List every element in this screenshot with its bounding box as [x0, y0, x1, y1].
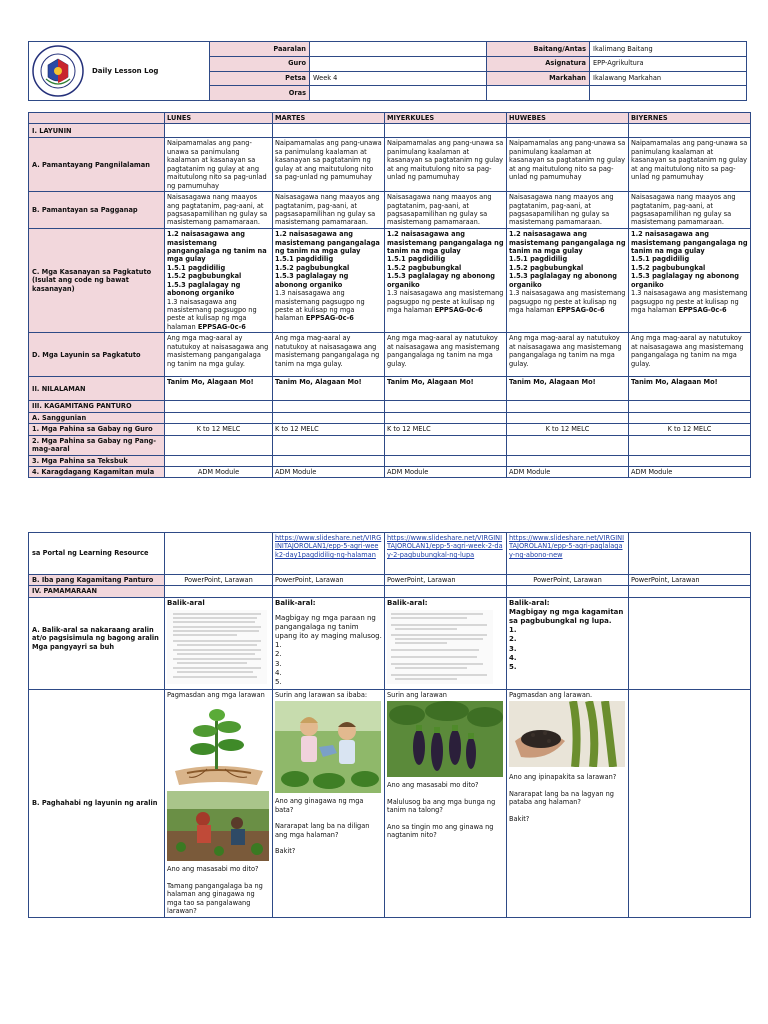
cell-text: 1.3 naisasagawa ang masistemang pagsugpo ng peste at kulisap ng mga halaman EPPSAG-0c-6 — [387, 289, 504, 314]
cell-text: K to 12 MELC — [507, 424, 629, 435]
cell-text: 1.5.3 paglalagay ng abonong organiko — [631, 272, 739, 289]
question-text: Bakit? — [275, 847, 296, 856]
field-value — [310, 86, 487, 101]
cell-text: 1.5.1 pagdidilig — [275, 255, 334, 264]
kasanayan-cell — [273, 229, 385, 333]
row-label-teksbuk: 3. Mga Pahina sa Teksbuk — [29, 455, 165, 466]
cell-text: PowerPoint, Larawan — [273, 575, 385, 586]
field-value — [310, 42, 487, 57]
children-watering-image — [275, 701, 381, 793]
list-item: 5. — [275, 678, 282, 687]
row-label-karagdagang: 4. Karagdagang Kagamitan mula — [29, 466, 165, 477]
kasanayan-cell — [385, 229, 507, 333]
cell-text: 1.5.3 paglalagay ng abonong organiko — [509, 272, 617, 289]
cell-text: Ang mga mag-aaral ay natutukoy at naisasagawa ang masistemang pangangalaga ng tanim na mga gulay. — [507, 333, 629, 377]
cell-text: 1.2 naisasagawa ang masistemang pangangalaga ng tanim na mga gulay — [167, 230, 267, 264]
field-label — [487, 86, 590, 101]
question-text: Ano ang masasabi mo dito? — [387, 781, 479, 790]
logo-cell — [29, 42, 210, 101]
list-item: 1. — [509, 625, 517, 634]
cell-text: Naisasagawa nang maayos ang pagtatanim, pag-aani, at pagsasapamilihan ng gulay sa masistemang pamamaraan. — [507, 192, 629, 229]
cell-text: K to 12 MELC — [629, 424, 751, 435]
cell-text: 1.5.1 pagdidilig — [387, 255, 446, 264]
row-label-gabay-mag-aaral: 2. Mga Pahina sa Gabay ng Pang-mag-aaral — [29, 435, 165, 455]
cell-text: 1.5.3 paglalagay ng abonong organiko — [167, 280, 241, 298]
cell-text: 1.2 naisasagawa ang masistemang pangangalaga ng tanim na mga gulay — [275, 230, 380, 255]
paghahabi-cell — [165, 689, 273, 917]
field-value — [310, 56, 487, 71]
cell-text: K to 12 MELC — [385, 424, 507, 435]
paghahabi-cell — [273, 689, 385, 917]
cell-title: Balik-aral — [167, 598, 205, 607]
field-label: Markahan — [487, 71, 590, 86]
section-nilalaman: II. NILALAMAN — [29, 377, 165, 401]
cell-text: ADM Module — [385, 466, 507, 477]
day-header: MARTES — [273, 113, 385, 124]
cell-text: ADM Module — [629, 466, 751, 477]
cell-text: 1.5.2 pagbubungkal — [387, 263, 462, 272]
question-text: Tamang pangangalaga ba ng halaman ang ginagawa ng mga tao sa pangalawang larawan? — [167, 881, 263, 916]
question-text: Ano ang masasabi mo dito? — [167, 865, 259, 874]
farmers-field-image — [167, 791, 269, 861]
list-item: 2. — [509, 635, 517, 644]
slideshare-link-day3[interactable]: https://www.slideshare.net/VIRGINITAJOROLAN1/epp-5-agri-week-2-day-2-pagbubungkal-ng-lupa — [387, 534, 503, 559]
row-label-balik-aral: A. Balik-aral sa nakaraang aralin at/o pagsisimula ng bagong aralin Mga pangyayri sa buh — [29, 597, 165, 689]
field-label: Petsa — [210, 71, 310, 86]
cell-text: 1.5.2 pagbubungkal — [631, 263, 706, 272]
field-label: Paaralan — [210, 42, 310, 57]
balik-aral-cell — [273, 597, 385, 689]
section-layunin: I. LAYUNIN — [29, 124, 165, 138]
cell-text: Naipamamalas ang pang-unawa sa panimulang kaalaman at kasanayan sa pagtatanim ng gulay at ang maitutulong nito sa pag-unlad ng pamumuhay — [385, 138, 507, 192]
cell-text: Tanim Mo, Alagaan Mo! — [385, 377, 507, 401]
cell-text: 1.5.2 pagbubungkal — [275, 263, 350, 272]
section-pamamaraan: IV. PAMAMARAAN — [29, 586, 165, 597]
balik-aral-cell — [507, 597, 629, 689]
cell-text: 1.5.3 paglalagay ng abonong organiko — [387, 272, 495, 289]
list-item: 3. — [275, 659, 282, 668]
cell-text: PowerPoint, Larawan — [385, 575, 507, 586]
deped-seal-icon — [32, 45, 84, 97]
field-value — [590, 86, 747, 101]
cell-text: Ang mga mag-aaral ay natutukoy at naisasagawa ang masistemang pangangalaga ng tanim na mga gulay. — [385, 333, 507, 377]
question-text: Nararapat lang ba na lagyan ng pataba ang halaman? — [509, 789, 614, 807]
cell-text: Ang mga mag-aaral ay natutukoy at naisasagawa ang masistemang pangangalaga ng tanim na mga gulay. — [629, 333, 751, 377]
day-header: BIYERNES — [629, 113, 751, 124]
balik-aral-cell — [385, 597, 507, 689]
cell-title: Balik-aral: — [509, 598, 550, 607]
cell-text: Tanim Mo, Alagaan Mo! — [629, 377, 751, 401]
question-text: Ano ang ginagawa ng mga bata? — [275, 797, 364, 814]
cell-text: Naipamamalas ang pang-unawa sa panimulang kaalaman at kasanayan sa pagtatanim ng gulay at ang maitutulong nito sa pag-unlad ng pamumuhay — [629, 138, 751, 192]
field-value: Ikalawang Markahan — [590, 71, 747, 86]
plant-in-hand-image — [167, 701, 269, 789]
list-item: 4. — [509, 654, 517, 663]
cell-text: Surin ang larawan — [387, 690, 447, 699]
question-text: Malulusog ba ang mga bunga ng tanim na talong? — [387, 797, 496, 815]
document-title: Daily Lesson Log — [92, 66, 159, 75]
field-label: Baitang/Antas — [487, 42, 590, 57]
row-label-sanggunian: A. Sanggunian — [29, 412, 165, 423]
paghahabi-cell — [507, 689, 629, 917]
day-header: HUWEBES — [507, 113, 629, 124]
slideshare-link-day2[interactable]: https://www.slideshare.net/VIRGINITAJOROLAN1/epp-5-agri-week2-day1pagdidilig-ng-halaman — [275, 534, 382, 559]
list-item: 2. — [275, 650, 282, 659]
cell-text: Surin ang larawan sa ibaba: — [275, 690, 368, 699]
cell-text: Tanim Mo, Alagaan Mo! — [165, 377, 273, 401]
cell-text: 1.2 naisasagawa ang masistemang pangangalaga ng tanim na mga gulay — [631, 230, 748, 255]
cell-text: ADM Module — [507, 466, 629, 477]
cell-text: 1.5.2 pagbubungkal — [509, 263, 584, 272]
cell-text: Pagmasdan ang larawan. — [509, 690, 593, 699]
cell-text: Naisasagawa nang maayos ang pagtatanim, pag-aani, at pagsasapamilihan ng gulay sa masistemang pamamaraan. — [165, 192, 273, 229]
cell-text: 1.5.3 paglalagay ng abonong organiko — [275, 272, 349, 289]
cell-text: K to 12 MELC — [273, 424, 385, 435]
cell-text: PowerPoint, Larawan — [629, 575, 751, 586]
compost-hand-image — [509, 701, 625, 767]
cell-text: Naipamamalas ang pang-unawa sa panimulang kaalaman at kasanayan sa pagtatanim ng gulay at ang maitutulong nito sa pag-unlad ng pamumuhay — [165, 138, 273, 192]
day-header: MIYERKULES — [385, 113, 507, 124]
cell-text: Naisasagawa nang maayos ang pagtatanim, pag-aani, at pagsasapamilihan ng gulay sa masistemang pamamaraan. — [385, 192, 507, 229]
row-label-paghahabi: B. Paghahabi ng layunin ng aralin — [29, 689, 165, 917]
row-label-pangnilalaman: A. Pamantayang Pangnilalaman — [29, 138, 165, 192]
cell-text: 1.3 naisasagawa ang masistemang pagsugpo ng peste at kulisap ng mga halaman EPPSAG-0c-6 — [631, 289, 748, 314]
cell-text: 1.3 naisasagawa ang masistemang pagsugpo ng peste at kulisap ng mga halaman EPPSAG-0c-6 — [509, 289, 626, 314]
paghahabi-cell — [385, 689, 507, 917]
corner-cell — [29, 113, 165, 124]
header-table — [28, 41, 747, 101]
list-item: 4. — [275, 669, 282, 677]
row-label-pagganap: B. Pamantayan sa Pagganap — [29, 192, 165, 229]
cell-text: 1.3 naisasagawa ang masistemang pagsugpo ng peste at kulisap ng mga halaman EPPSAG-0c-6 — [275, 289, 365, 323]
cell-text: ADM Module — [165, 466, 273, 477]
list-item: 1. — [275, 640, 282, 649]
cell-text: PowerPoint, Larawan — [507, 575, 629, 586]
cell-text: Naisasagawa nang maayos ang pagtatanim, pag-aani, at pagsasapamilihan ng gulay sa masistemang pamamaraan. — [273, 192, 385, 229]
cell-text: ADM Module — [273, 466, 385, 477]
kasanayan-cell — [629, 229, 751, 333]
list-item: 5. — [509, 663, 517, 672]
field-label: Oras — [210, 86, 310, 101]
cell-text: 1.5.1 pagdidilig — [509, 255, 568, 264]
cell-text: 1.5.2 pagbubungkal — [167, 272, 242, 281]
cell-text: Ang mga mag-aaral ay natutukoy at naisasagawa ang masistemang pangangalaga ng tanim na mga gulay. — [165, 333, 273, 377]
cell-text: PowerPoint, Larawan — [165, 575, 273, 586]
cell-text: K to 12 MELC — [165, 424, 273, 435]
row-label-layunin-pagkatuto: D. Mga Layunin sa Pagkatuto — [29, 333, 165, 377]
day-header: LUNES — [165, 113, 273, 124]
cell-text: Ang mga mag-aaral ay natutukoy at naisasagawa ang masistemang pangangalaga ng tanim na mga gulay. — [273, 333, 385, 377]
worksheet-thumbnail-icon — [387, 610, 493, 684]
lesson-plan-table-1 — [28, 112, 751, 478]
question-text: Ano ang ipinapakita sa larawan? — [509, 773, 617, 782]
field-value: EPP-Agrikultura — [590, 56, 747, 71]
cell-text: Tanim Mo, Alagaan Mo! — [273, 377, 385, 401]
cell-text: Tanim Mo, Alagaan Mo! — [507, 377, 629, 401]
cell-text: 1.3 naisasagawa ang masistemang pagsugpo ng peste at kulisap ng mga halaman EPPSAG-0c-6 — [167, 297, 257, 331]
cell-text: Naisasagawa nang maayos ang pagtatanim, pag-aani, at pagsasapamilihan ng gulay sa masistemang pamamaraan. — [629, 192, 751, 229]
cell-text: Naipamamalas ang pang-unawa sa panimulang kaalaman at kasanayan sa pagtatanim ng gulay at ang maitutulong nito sa pag-unlad ng pamumuhay — [507, 138, 629, 192]
question-text: Nararapat lang ba na diligan ang mga halaman? — [275, 822, 370, 839]
cell-text: Magbigay ng mga paraan ng pangangalaga ng tanim upang ito ay maging malusog. — [275, 613, 382, 640]
kasanayan-cell — [165, 229, 273, 333]
worksheet-thumbnail-icon — [167, 610, 267, 684]
cell-text: 1.5.1 pagdidilig — [631, 255, 690, 264]
section-kagamitan: III. KAGAMITANG PANTURO — [29, 401, 165, 412]
lesson-plan-table-2 — [28, 532, 751, 918]
cell-text: 1.2 naisasagawa ang masistemang pangangalaga ng tanim na mga gulay — [387, 230, 504, 255]
row-label-kasanayan: C. Mga Kasanayan sa Pagkatuto (Isulat ang code ng bawat kasanayan) — [29, 229, 165, 333]
row-label-portal: sa Portal ng Learning Resource — [29, 533, 165, 575]
cell-text: 1.5.1 pagdidilig — [167, 263, 226, 272]
row-label-iba-pang: B. Iba pang Kagamitang Panturo — [29, 575, 165, 586]
list-item: 3. — [509, 644, 517, 653]
question-text: Bakit? — [509, 814, 530, 823]
cell-title: Balik-aral: — [275, 598, 316, 607]
field-value: Ikalimang Baitang — [590, 42, 747, 57]
field-label: Asignatura — [487, 56, 590, 71]
row-label-gabay-guro: 1. Mga Pahina sa Gabay ng Guro — [29, 424, 165, 435]
cell-text: 1.2 naisasagawa ang masistemang pangangalaga ng tanim na mga gulay — [509, 230, 626, 255]
cell-title: Balik-aral: — [387, 598, 428, 607]
cell-text: Magbigay ng mga kagamitan sa pagbubungkal ng lupa. — [509, 607, 624, 625]
field-label: Guro — [210, 56, 310, 71]
slideshare-link-day4[interactable]: https://www.slideshare.net/VIRGINITAJOROLAN1/epp-5-agri-paglalagay-ng-abono-new — [509, 534, 625, 559]
kasanayan-cell — [507, 229, 629, 333]
cell-text: Naipamamalas ang pang-unawa sa panimulang kaalaman at kasanayan sa pagtatanim ng gulay at ang maitutulong nito sa pag-unlad ng pamumuhay — [273, 138, 385, 192]
question-text: Ano sa tingin mo ang ginawa ng nagtanim nito? — [387, 822, 494, 840]
eggplant-image — [387, 701, 503, 777]
balik-aral-cell — [165, 597, 273, 689]
cell-text: Pagmasdan ang mga larawan — [167, 690, 265, 699]
field-value: Week 4 — [310, 71, 487, 86]
